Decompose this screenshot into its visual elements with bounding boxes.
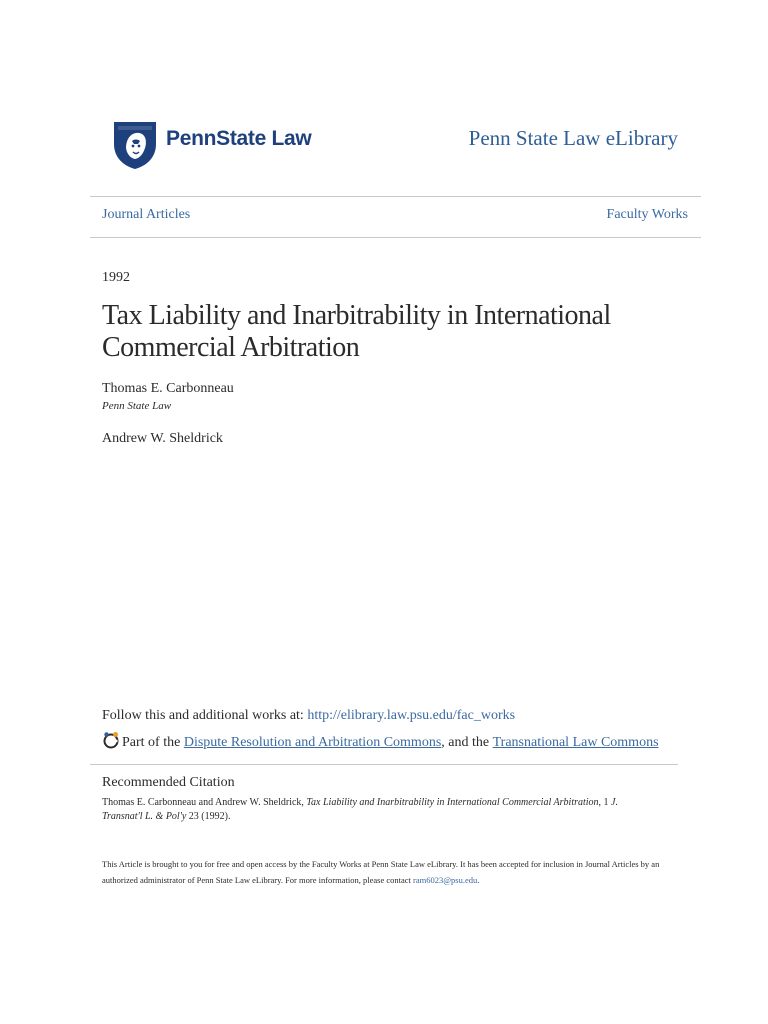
journal-articles-link[interactable]: Journal Articles (102, 207, 191, 222)
citation-journal: J. Transnat'l L. & Pol'y (102, 797, 618, 822)
part-of-line (102, 731, 659, 754)
transnational-law-commons-link[interactable]: Transnational Law Commons (492, 734, 659, 750)
recommended-citation-heading: Recommended Citation (102, 775, 235, 790)
author-affiliation: Penn State Law (102, 400, 172, 412)
open-access-notice (102, 856, 667, 888)
part-of-prefix: Part of the (122, 734, 181, 750)
citation-text (102, 796, 642, 824)
follow-prefix: Follow this and additional works at: (102, 708, 308, 723)
follow-line (102, 708, 515, 724)
part-of-middle: , and the (441, 734, 490, 750)
top-divider (90, 196, 701, 197)
logo-text: PennState Law (166, 127, 312, 150)
fac-works-url-link[interactable]: http://elibrary.law.psu.edu/fac_works (307, 708, 516, 723)
publication-year: 1992 (102, 270, 130, 285)
contact-email-link[interactable]: ram6023@psu.edu (413, 875, 478, 885)
header (0, 0, 768, 196)
notice-end: . (477, 875, 480, 885)
citation-rest: 23 (1992). (186, 811, 231, 822)
citation-divider (90, 764, 678, 765)
commons-icon (102, 731, 120, 754)
nittany-lion-shield-icon (112, 118, 158, 170)
citation-title: Tax Liability and Inarbitrability in International Commercial Arbitration (306, 797, 599, 808)
dispute-resolution-commons-link[interactable]: Dispute Resolution and Arbitration Commons (183, 734, 442, 750)
citation-volume: , 1 (598, 797, 612, 808)
notice-text: This Article is brought to you for free and open access by the Faculty Works at Penn State Law eLibrary. It has been accepted for inclusion in Journal Articles by an authorized administrator of Penn State Law eLibrary. For more information, please contact (102, 859, 660, 885)
penn-state-law-logo[interactable] (112, 118, 311, 170)
article-title: Tax Liability and Inarbitrability in International Commercial Arbitration (102, 300, 611, 363)
nav-divider (90, 237, 701, 238)
author-name: Thomas E. Carbonneau (102, 381, 234, 396)
faculty-works-link[interactable]: Faculty Works (606, 207, 688, 222)
author-name: Andrew W. Sheldrick (102, 431, 223, 446)
citation-authors: Thomas E. Carbonneau and Andrew W. Sheldrick, (102, 797, 307, 808)
elibrary-link[interactable]: Penn State Law eLibrary (468, 126, 678, 150)
